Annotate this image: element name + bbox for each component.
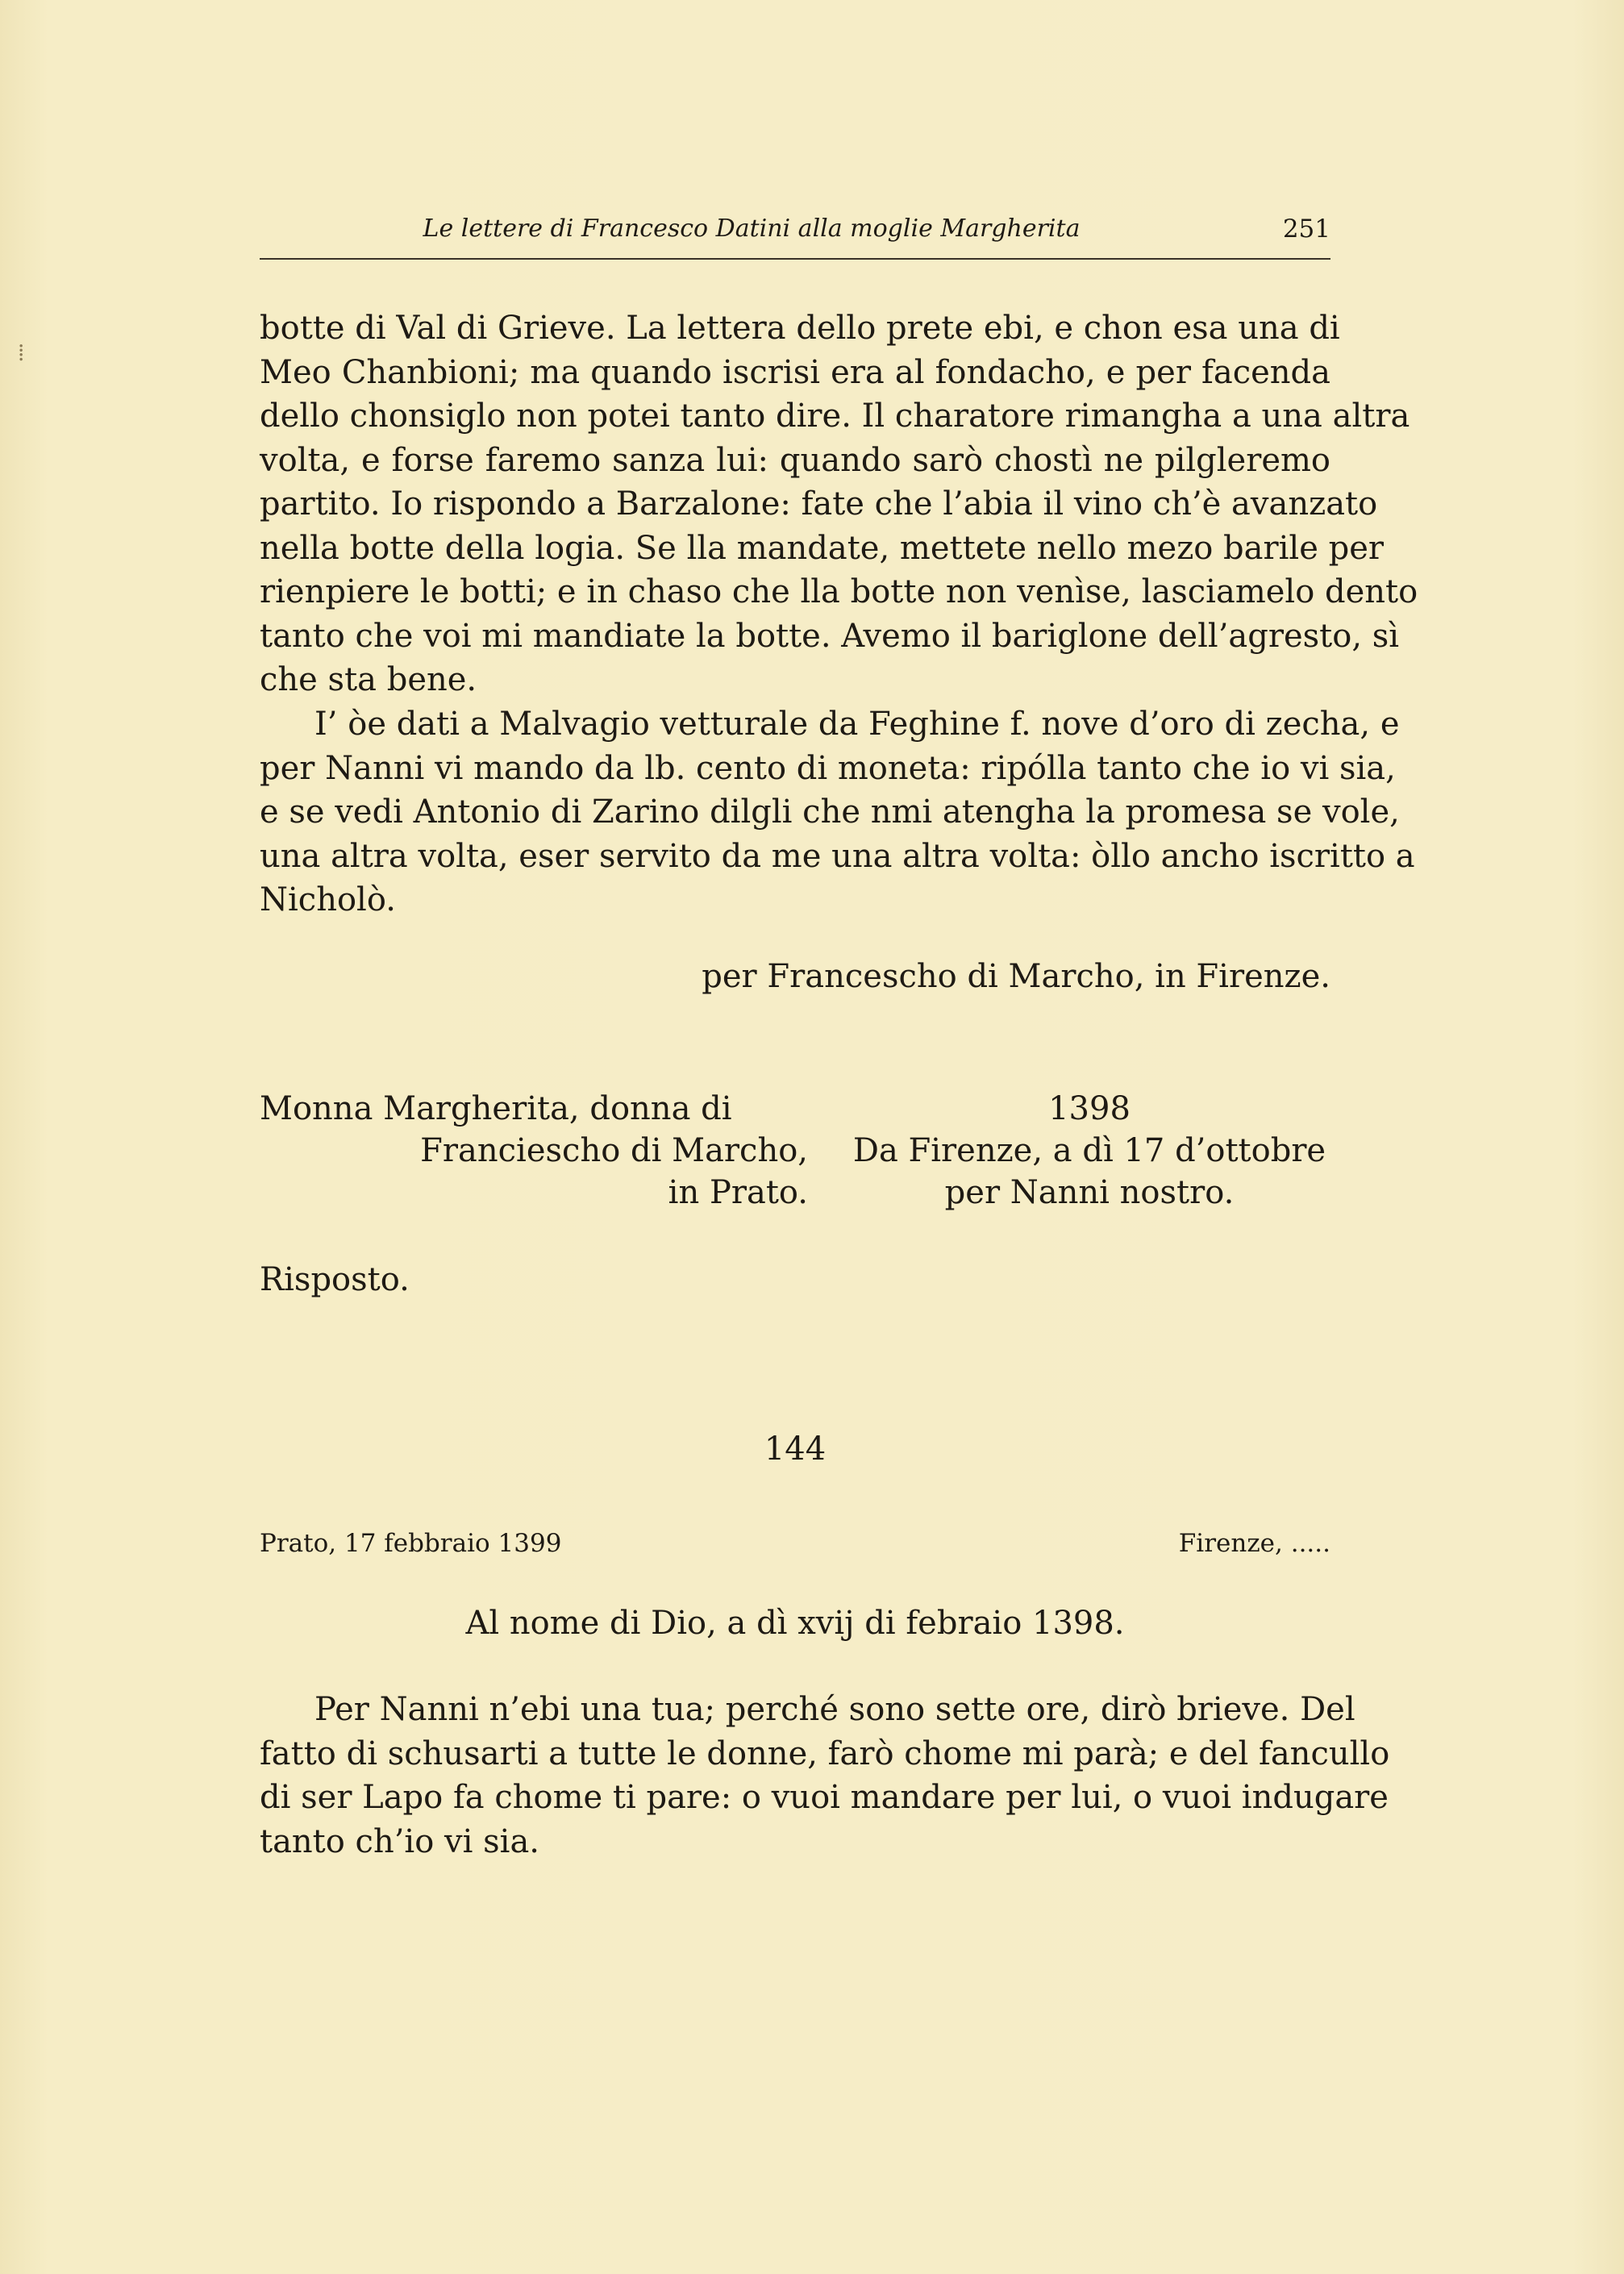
address-line: Monna Margherita, donna di [260, 1090, 732, 1127]
page-number: 251 [1282, 214, 1330, 244]
text-line: fatto di schusarti a tutte le donne, farò chome mi parà; e del fancullo [260, 1735, 1390, 1772]
address-carrier: per Nanni nostro. [944, 1174, 1235, 1211]
address-date-block [835, 1088, 1343, 1214]
letter-origin-date: Prato, 17 febbraio 1399 [260, 1529, 562, 1558]
text-line: partito. Io rispondo a Barzalone: fate che l’abia il vino ch’è avanzato [260, 485, 1378, 523]
text-line: nella botte della logia. Se lla mandate, mettete nello mezo barile per [260, 529, 1385, 567]
paragraph-continuation [260, 306, 1418, 702]
letter-number: 144 [764, 1431, 827, 1468]
text-line: una altra volta, eser servito da me una altra volta: òllo ancho iscritto a [260, 837, 1415, 875]
address-line: in Prato. [668, 1174, 808, 1211]
text-line: Meo Chanbioni; ma quando iscrisi era al fondacho, e per facenda [260, 353, 1330, 391]
text-line: botte di Val di Grieve. La lettera dello prete ebi, e chon esa una di [260, 310, 1340, 347]
text-line: Per Nanni n’ebi una tua; perché sono sette ore, dirò brieve. Del [314, 1691, 1355, 1728]
signature: per Francescho di Marcho, in Firenze. [702, 958, 1330, 995]
text-line: volta, e forse faremo sanza lui: quando sarò chostì ne pilgleremo [260, 441, 1330, 479]
text-line: di ser Lapo fa chome ti pare: o vuoi mandare per lui, o vuoi indugare [260, 1779, 1389, 1816]
reply-note: Risposto. [260, 1261, 410, 1298]
paragraph-letter-144 [260, 1688, 1390, 1864]
text-line: tanto ch’io vi sia. [260, 1822, 540, 1860]
running-header [260, 211, 1330, 260]
paragraph-second [260, 702, 1415, 923]
text-line: che sta bene. [260, 661, 477, 698]
letter-invocation: Al nome di Dio, a dì xvij di febraio 1398. [465, 1605, 1125, 1642]
running-title: Le lettere di Francesco Datini alla moglie Margherita [423, 214, 1081, 243]
address-date: Da Firenze, a dì 17 d’ottobre [852, 1132, 1326, 1169]
text-line: Nicholò. [260, 881, 396, 918]
text-line: I’ òe dati a Malvagio vetturale da Feghine f. nove d’oro di zecha, e [314, 706, 1400, 743]
text-line: rienpiere le botti; e in chaso che lla botte non venìse, lasciamelo dento [260, 573, 1418, 610]
letter-destination: Firenze, ..... [1178, 1529, 1330, 1558]
address-line: Franciescho di Marcho, [420, 1132, 808, 1169]
text-line: e se vedi Antonio di Zarino dilgli che nmi atengha la promesa se vole, [260, 793, 1400, 831]
address-recipient [260, 1088, 808, 1214]
text-line: tanto che voi mi mandiate la botte. Avemo il bariglone dell’agresto, sì [260, 617, 1400, 655]
text-line: dello chonsiglo non potei tanto dire. Il charatore rimangha a una altra [260, 398, 1410, 435]
text-line: per Nanni vi mando da lb. cento di moneta: ripólla tanto che io vi sia, [260, 749, 1396, 787]
address-year: 1398 [1048, 1090, 1131, 1127]
margin-tick-mark: ⁞ [18, 339, 25, 367]
